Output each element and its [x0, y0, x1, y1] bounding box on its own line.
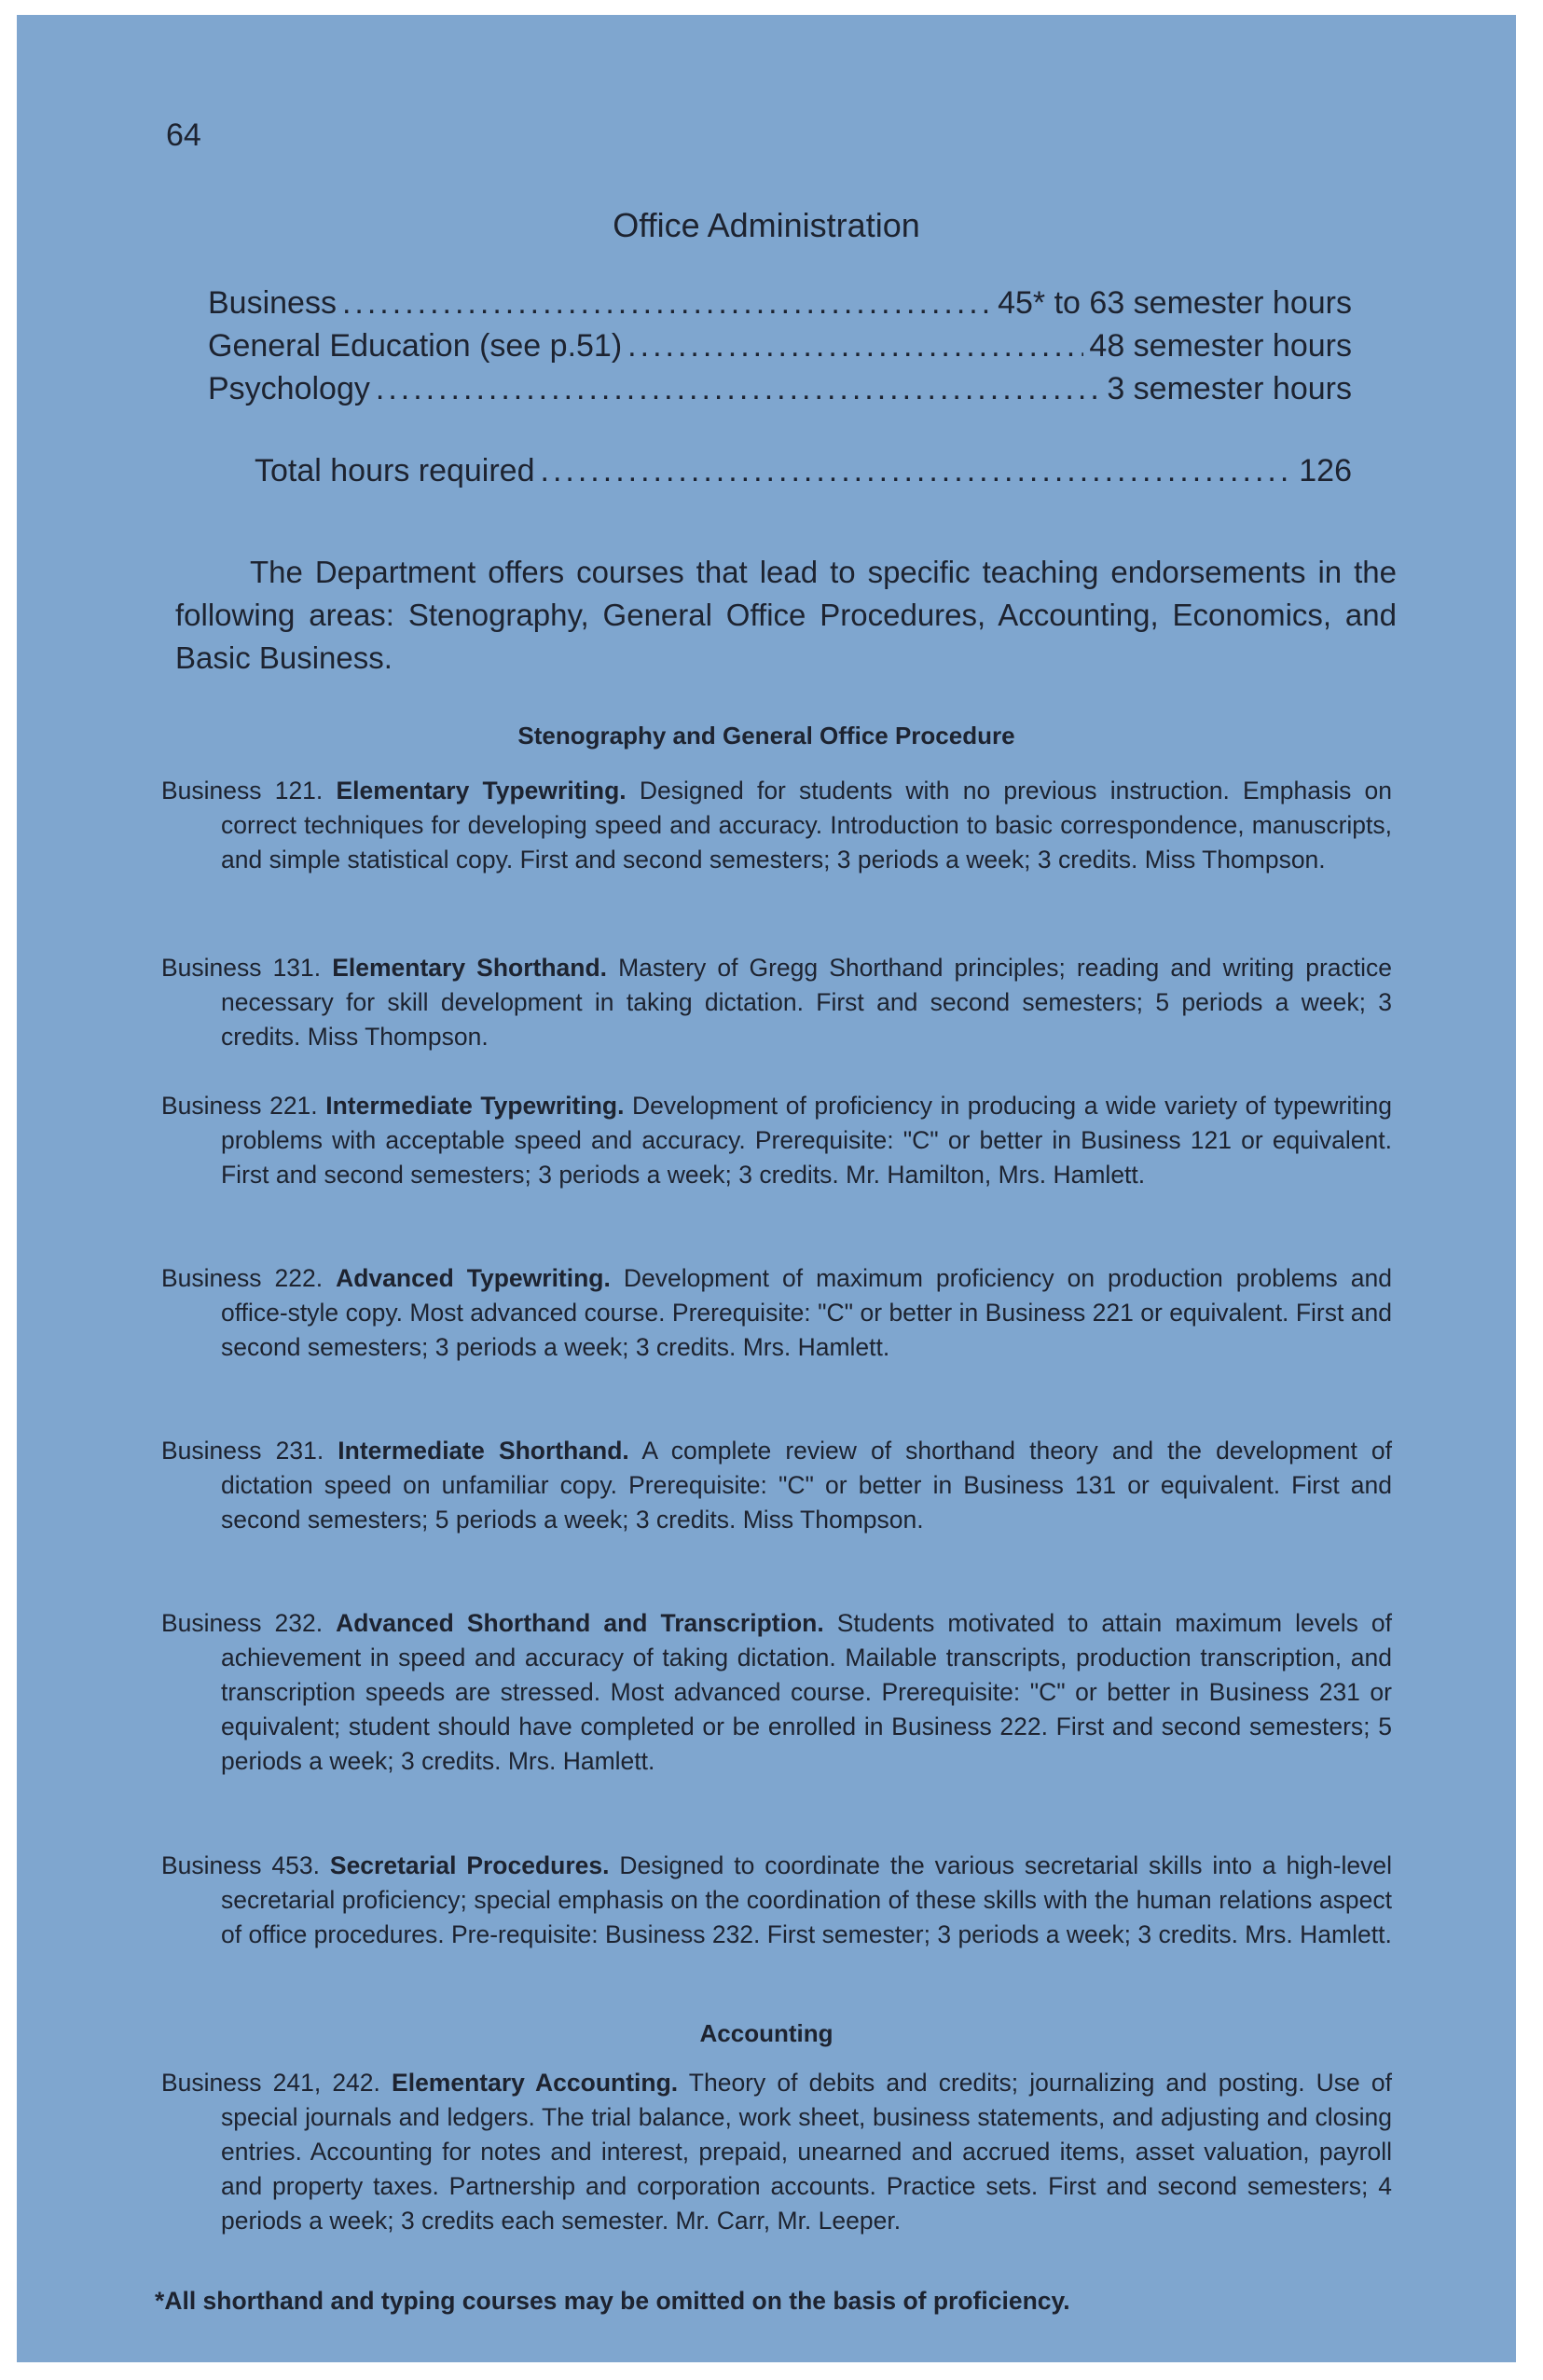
- course-title: Advanced Shorthand and Transcription.: [336, 1609, 824, 1637]
- requirement-row-general-education: [208, 328, 1352, 371]
- requirement-label: Business: [208, 285, 337, 321]
- course-description: A complete review of shorthand theory and the development of dictation speed on unfamiliar copy. Prerequisite: "C" or better in Business 131 or equivalent. First and second semesters; 5 periods a week; 3 credits. Miss Thompson.: [221, 1437, 1392, 1534]
- course-number: Business 221.: [161, 1092, 318, 1120]
- total-value: 126: [1299, 453, 1352, 488]
- course-business-241-242: [161, 2066, 1392, 2238]
- course-number: Business 232.: [161, 1609, 324, 1637]
- course-business-232: [161, 1606, 1392, 1779]
- section-heading-accounting: Accounting: [699, 2019, 833, 2047]
- course-title: Elementary Accounting.: [392, 2069, 679, 2097]
- course-title: Elementary Typewriting.: [336, 777, 627, 805]
- page-heading: Office Administration: [613, 206, 920, 244]
- course-title: Intermediate Typewriting.: [325, 1092, 625, 1120]
- section-heading-stenography: Stenography and General Office Procedure: [517, 722, 1015, 750]
- page-number: 64: [166, 117, 201, 153]
- leader-dots: [541, 453, 1294, 489]
- requirement-label: Psychology: [208, 371, 370, 406]
- hours-requirements: [208, 285, 1352, 414]
- course-number: Business 231.: [161, 1437, 324, 1465]
- leader-dots: [342, 285, 992, 322]
- requirement-row-business: [208, 285, 1352, 328]
- course-description: Students motivated to attain maximum levels of achievement in speed and accuracy of taking dictation. Mailable transcripts, production transcription, and transcription speeds are stressed. Most advanced course. Prerequisite: "C" or better in Business 231 or equivalent; student should have completed or be enrolled in Business 222. First and second semesters; 5 periods a week; 3 credits. Mrs. Hamlett.: [221, 1609, 1392, 1775]
- course-number: Business 121.: [161, 777, 324, 805]
- requirement-row-psychology: [208, 371, 1352, 414]
- course-business-453: [161, 1849, 1392, 1952]
- course-description: Development of proficiency in producing a wide variety of typewriting problems with acceptable speed and accuracy. Prerequisite: "C" or better in Business 121 or equivalent. First and second semesters; 3 periods a week; 3 credits. Mr. Hamilton, Mrs. Hamlett.: [221, 1092, 1392, 1189]
- course-description: Development of maximum proficiency on production problems and office-style copy. Most advanced course. Prerequisite: "C" or better in Business 221 or equivalent. First and second semesters; 3 periods a week; 3 credits. Mrs. Hamlett.: [221, 1264, 1392, 1361]
- footnote: *All shorthand and typing courses may be omitted on the basis of proficiency.: [155, 2287, 1070, 2315]
- course-title: Advanced Typewriting.: [336, 1264, 611, 1292]
- total-label: Total hours required: [255, 453, 535, 488]
- course-number: Business 241, 242.: [161, 2069, 380, 2097]
- course-title: Secretarial Procedures.: [329, 1851, 610, 1879]
- course-business-221: [161, 1089, 1392, 1192]
- course-description: Mastery of Gregg Shorthand principles; reading and writing practice necessary for skill development in taking dictation. First and second semesters; 5 periods a week; 3 credits. Miss Thompson.: [221, 954, 1393, 1051]
- course-title: Intermediate Shorthand.: [338, 1437, 629, 1465]
- catalog-page: [17, 15, 1516, 2362]
- leader-dots: [376, 371, 1101, 407]
- course-number: Business 222.: [161, 1264, 324, 1292]
- course-business-231: [161, 1434, 1392, 1537]
- intro-paragraph: The Department offers courses that lead to specific teaching endorsements in the following areas: Stenography, General Office Procedures, Accounting, Economics, and Basic Business.: [175, 555, 1397, 675]
- requirement-value: 45* to 63 semester hours: [998, 285, 1352, 321]
- course-business-222: [161, 1261, 1392, 1365]
- course-business-121: [161, 774, 1392, 877]
- requirement-value: 48 semester hours: [1089, 328, 1352, 364]
- course-business-131: [161, 951, 1392, 1054]
- course-description: Designed for students with no previous instruction. Emphasis on correct techniques for developing speed and accuracy. Introduction to basic correspondence, manuscripts, and simple statistical copy. First and second semesters; 3 periods a week; 3 credits. Miss Thompson.: [221, 777, 1393, 874]
- leader-dots: [627, 328, 1083, 365]
- course-description: Theory of debits and credits; journalizing and posting. Use of special journals and ledgers. The trial balance, work sheet, business statements, and adjusting and closing entries. Accounting for notes and interest, prepaid, unearned and accrued items, asset valuation, payroll and property taxes. Partnership and corporation accounts. Practice sets. First and second semesters; 4 periods a week; 3 credits each semester. Mr. Carr, Mr. Leeper.: [221, 2069, 1392, 2235]
- course-number: Business 453.: [161, 1851, 320, 1879]
- course-number: Business 131.: [161, 954, 322, 982]
- requirement-value: 3 semester hours: [1107, 371, 1352, 406]
- course-description: Designed to coordinate the various secretarial skills into a high-level secretarial proficiency; special emphasis on the coordination of these skills with the human relations aspect of office procedures. Pre-requisite: Business 232. First semester; 3 periods a week; 3 credits. Mrs. Hamlett.: [221, 1851, 1392, 1948]
- course-title: Elementary Shorthand.: [332, 954, 607, 982]
- total-hours-row: [255, 453, 1352, 489]
- requirement-label: General Education (see p.51): [208, 328, 623, 364]
